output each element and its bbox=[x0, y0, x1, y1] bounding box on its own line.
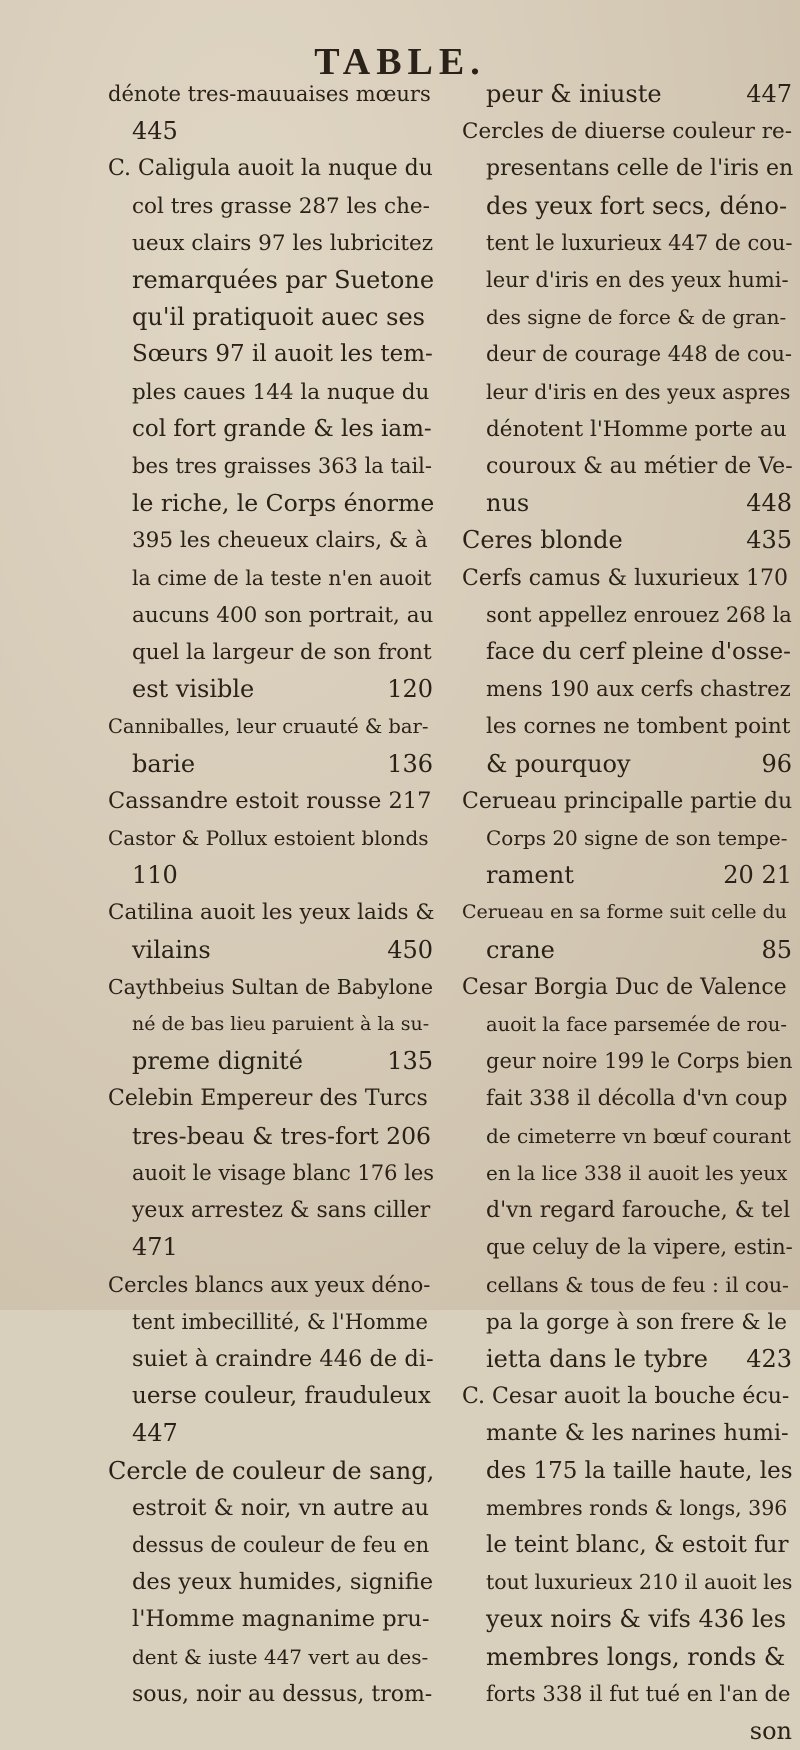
index-line bbox=[462, 1080, 792, 1117]
index-line bbox=[108, 1415, 433, 1452]
entry-text: crane bbox=[486, 935, 555, 964]
index-line bbox=[462, 708, 792, 745]
index-line bbox=[108, 1304, 433, 1341]
page-number: 20 21 bbox=[723, 861, 792, 890]
entry-text: pa la gorge à son frere & le bbox=[486, 1309, 787, 1335]
index-line bbox=[108, 336, 433, 373]
entry-text: 447 bbox=[132, 1419, 178, 1448]
index-line bbox=[462, 597, 792, 634]
entry-text: 395 les cheueux clairs, & à bbox=[132, 528, 428, 554]
entry-text: dent & iuste 447 vert au des- bbox=[132, 1644, 429, 1669]
index-line bbox=[108, 374, 433, 411]
index-line bbox=[108, 1378, 433, 1415]
index-line bbox=[462, 1564, 792, 1601]
page-number: 136 bbox=[387, 749, 433, 778]
entry-text: quel la largeur de son front bbox=[132, 640, 432, 666]
entry-text: des 175 la taille haute, les bbox=[486, 1457, 793, 1484]
entry-text: né de bas lieu paruient à la su- bbox=[132, 1013, 430, 1036]
index-line bbox=[108, 225, 433, 262]
index-line bbox=[462, 969, 792, 1006]
index-line bbox=[108, 634, 433, 671]
entry-text: couroux & au métier de Ve- bbox=[486, 454, 793, 480]
index-line bbox=[108, 1490, 433, 1527]
index-line bbox=[462, 485, 792, 522]
index-line bbox=[108, 522, 433, 559]
entry-text: son bbox=[749, 1716, 792, 1745]
index-line bbox=[462, 932, 792, 969]
entry-text: geur noire 199 le Corps bien bbox=[486, 1049, 793, 1074]
entry-text: que celuy de la vipere, estin- bbox=[486, 1235, 793, 1260]
page-number: 435 bbox=[746, 526, 792, 555]
right-column bbox=[462, 76, 792, 1750]
index-line bbox=[108, 1676, 433, 1713]
index-line bbox=[108, 1341, 433, 1378]
entry-text: Castor & Pollux estoient blonds bbox=[108, 826, 429, 851]
index-line bbox=[108, 1229, 433, 1266]
index-line bbox=[108, 1118, 433, 1155]
entry-text: col fort grande & les iam- bbox=[132, 415, 432, 442]
entry-text: qu'il pratiquoit auec ses bbox=[132, 303, 425, 332]
entry-text: d'vn regard farouche, & tel bbox=[486, 1198, 791, 1224]
index-line bbox=[462, 1267, 792, 1304]
index-line bbox=[462, 76, 792, 113]
entry-text: des yeux fort secs, déno- bbox=[486, 191, 788, 220]
entry-text: barie bbox=[132, 749, 196, 778]
entry-text: & pourquoy bbox=[486, 749, 631, 778]
index-line bbox=[462, 188, 792, 225]
entry-text: Cesar Borgia Duc de Valence bbox=[462, 974, 787, 1000]
entry-text: des yeux humides, signifie bbox=[132, 1569, 434, 1596]
entry-text: peur & iniuste bbox=[486, 80, 662, 108]
entry-text: C. Cesar auoit la bouche écu- bbox=[462, 1384, 790, 1410]
index-line bbox=[462, 1192, 792, 1229]
entry-text: Cerfs camus & luxurieux 170 bbox=[462, 565, 789, 591]
entry-text: rament bbox=[486, 861, 574, 890]
entry-text: Ceres blonde bbox=[462, 526, 623, 555]
index-line bbox=[108, 188, 433, 225]
entry-text: dessus de couleur de feu en bbox=[132, 1532, 430, 1557]
page-number: 135 bbox=[387, 1047, 433, 1076]
entry-text: Canniballes, leur cruauté & bar- bbox=[108, 715, 429, 739]
index-line bbox=[108, 857, 433, 894]
left-column bbox=[108, 76, 433, 1713]
page-number: 120 bbox=[387, 675, 433, 704]
entry-text: membres longs, ronds & bbox=[486, 1642, 786, 1671]
index-line bbox=[108, 150, 433, 187]
entry-text: vilains bbox=[132, 935, 211, 964]
entry-text: ples caues 144 la nuque du bbox=[132, 379, 430, 405]
index-line bbox=[108, 1192, 433, 1229]
entry-text: ietta dans le tybre bbox=[486, 1344, 708, 1373]
index-line bbox=[462, 150, 792, 187]
entry-text: le riche, le Corps énorme bbox=[132, 489, 435, 518]
entry-text: 445 bbox=[132, 117, 178, 146]
entry-text: yeux arrestez & sans ciller bbox=[132, 1198, 431, 1224]
entry-text: Cercles blancs aux yeux déno- bbox=[108, 1272, 431, 1297]
index-line bbox=[462, 1490, 792, 1527]
index-line bbox=[108, 1601, 433, 1638]
entry-text: sont appellez enrouez 268 la bbox=[486, 602, 792, 627]
index-line bbox=[108, 1155, 433, 1192]
entry-text: Cassandre estoit rousse 217 bbox=[108, 787, 432, 814]
index-line bbox=[108, 411, 433, 448]
index-line bbox=[462, 1006, 792, 1043]
index-line bbox=[462, 1304, 792, 1341]
index-line bbox=[108, 708, 433, 745]
entry-text: presentans celle de l'iris en bbox=[486, 156, 794, 182]
index-line bbox=[462, 1601, 792, 1638]
index-line bbox=[108, 820, 433, 857]
entry-text: suiet à craindre 446 de di- bbox=[132, 1345, 434, 1372]
entry-text: forts 338 il fut tué en l'an de bbox=[486, 1681, 791, 1706]
index-line bbox=[108, 746, 433, 783]
index-line bbox=[462, 225, 792, 262]
index-line bbox=[462, 1713, 792, 1750]
index-line bbox=[462, 113, 792, 150]
entry-text: Celebin Empereur des Turcs bbox=[108, 1086, 428, 1112]
index-line bbox=[108, 76, 433, 113]
index-line bbox=[108, 448, 433, 485]
index-line bbox=[462, 374, 792, 411]
entry-text: ueux clairs 97 les lubricitez bbox=[132, 230, 434, 256]
entry-text: face du cerf pleine d'osse- bbox=[486, 639, 791, 666]
index-line bbox=[108, 113, 433, 150]
page-number: 447 bbox=[746, 80, 792, 108]
index-line bbox=[462, 820, 792, 857]
entry-text: Cercles de diuerse couleur re- bbox=[462, 119, 793, 145]
entry-text: tres-beau & tres-fort 206 bbox=[132, 1121, 431, 1150]
index-line bbox=[462, 671, 792, 708]
index-line bbox=[462, 560, 792, 597]
index-line bbox=[462, 1378, 792, 1415]
index-line bbox=[108, 262, 433, 299]
entry-text: Corps 20 signe de son tempe- bbox=[486, 826, 788, 851]
entry-text: estroit & noir, vn autre au bbox=[132, 1494, 430, 1521]
entry-text: Catilina auoit les yeux laids & bbox=[108, 900, 435, 926]
index-line bbox=[462, 1639, 792, 1676]
index-line bbox=[462, 448, 792, 485]
entry-text: dénote tres-mauuaises mœurs bbox=[108, 82, 431, 106]
entry-text: 471 bbox=[132, 1233, 178, 1262]
entry-text: col tres grasse 287 les che- bbox=[132, 193, 430, 219]
entry-text: cellans & tous de feu : il cou- bbox=[486, 1272, 789, 1297]
index-line bbox=[108, 1006, 433, 1043]
index-line bbox=[462, 411, 792, 448]
index-line bbox=[108, 1267, 433, 1304]
entry-text: des signe de force & de gran- bbox=[486, 305, 787, 330]
index-line bbox=[462, 1043, 792, 1080]
index-line bbox=[462, 1676, 792, 1713]
page-number: 96 bbox=[761, 749, 792, 778]
entry-text: Sœurs 97 il auoit les tem- bbox=[132, 341, 433, 368]
index-line bbox=[462, 1453, 792, 1490]
index-line bbox=[108, 1080, 433, 1117]
page-number: 423 bbox=[746, 1344, 792, 1373]
page-number: 450 bbox=[387, 935, 433, 964]
entry-text: tout luxurieux 210 il auoit les bbox=[486, 1570, 793, 1595]
index-line bbox=[462, 336, 792, 373]
index-line bbox=[108, 597, 433, 634]
index-line bbox=[462, 746, 792, 783]
entry-text: tent imbecillité, & l'Homme bbox=[132, 1309, 428, 1334]
entry-text: sous, noir au dessus, trom- bbox=[132, 1681, 433, 1707]
index-line bbox=[462, 634, 792, 671]
index-line bbox=[108, 1527, 433, 1564]
index-line bbox=[108, 1043, 433, 1080]
index-line bbox=[108, 671, 433, 708]
entry-text: membres ronds & longs, 396 bbox=[486, 1495, 788, 1520]
entry-text: bes tres graisses 363 la tail- bbox=[132, 454, 432, 479]
entry-text: Cercle de couleur de sang, bbox=[108, 1456, 435, 1485]
index-line bbox=[108, 485, 433, 522]
index-line bbox=[108, 783, 433, 820]
entry-text: leur d'iris en des yeux humi- bbox=[486, 268, 789, 293]
entry-text: C. Caligula auoit la nuque du bbox=[108, 156, 433, 182]
index-line bbox=[108, 1564, 433, 1601]
index-line bbox=[108, 894, 433, 931]
index-line bbox=[462, 522, 792, 559]
index-line bbox=[462, 857, 792, 894]
entry-text: Caythbeius Sultan de Babylone bbox=[108, 974, 433, 999]
index-line bbox=[462, 1118, 792, 1155]
entry-text: yeux noirs & vifs 436 les bbox=[486, 1605, 787, 1634]
entry-text: tent le luxurieux 447 de cou- bbox=[486, 230, 793, 255]
index-line bbox=[108, 560, 433, 597]
entry-text: deur de courage 448 de cou- bbox=[486, 342, 793, 367]
index-line bbox=[108, 1453, 433, 1490]
index-line bbox=[462, 1229, 792, 1266]
entry-text: le teint blanc, & estoit fur bbox=[486, 1531, 789, 1558]
entry-text: 110 bbox=[132, 861, 178, 890]
entry-text: aucuns 400 son portrait, au bbox=[132, 602, 434, 628]
index-line bbox=[108, 969, 433, 1006]
entry-text: de cimeterre vn bœuf courant bbox=[486, 1123, 791, 1148]
entry-text: dénotent l'Homme porte au bbox=[486, 416, 787, 442]
index-line bbox=[462, 783, 792, 820]
index-line bbox=[108, 932, 433, 969]
index-line bbox=[108, 299, 433, 336]
index-line bbox=[462, 1155, 792, 1192]
entry-text: uerse couleur, frauduleux bbox=[132, 1383, 431, 1410]
index-line bbox=[462, 262, 792, 299]
page-heading: TABLE. bbox=[314, 41, 486, 83]
entry-text: la cime de la teste n'en auoit bbox=[132, 565, 432, 590]
index-line bbox=[108, 1639, 433, 1676]
entry-text: preme dignité bbox=[132, 1047, 304, 1076]
entry-text: les cornes ne tombent point bbox=[486, 714, 791, 740]
entry-text: Cerueau en sa forme suit celle du bbox=[462, 901, 787, 924]
entry-text: leur d'iris en des yeux aspres bbox=[486, 379, 791, 404]
entry-text: fait 338 il décolla d'vn coup bbox=[486, 1086, 788, 1112]
index-line bbox=[462, 299, 792, 336]
entry-text: auoit le visage blanc 176 les bbox=[132, 1160, 435, 1185]
page-number: 448 bbox=[746, 489, 792, 518]
entry-text: auoit la face parsemée de rou- bbox=[486, 1013, 787, 1037]
page-number: 85 bbox=[761, 935, 792, 964]
entry-text: en la lice 338 il auoit les yeux bbox=[486, 1160, 788, 1185]
entry-text: nus bbox=[486, 489, 530, 518]
entry-text: mens 190 aux cerfs chastrez bbox=[486, 677, 791, 702]
index-line bbox=[462, 894, 792, 931]
entry-text: Cerueau principalle partie du bbox=[462, 788, 793, 814]
entry-text: est visible bbox=[132, 675, 255, 704]
index-line bbox=[462, 1527, 792, 1564]
index-line bbox=[462, 1341, 792, 1378]
entry-text: mante & les narines humi- bbox=[486, 1420, 789, 1447]
entry-text: remarquées par Suetone bbox=[132, 266, 435, 295]
entry-text: l'Homme magnanime pru- bbox=[132, 1606, 430, 1633]
index-line bbox=[462, 1415, 792, 1452]
